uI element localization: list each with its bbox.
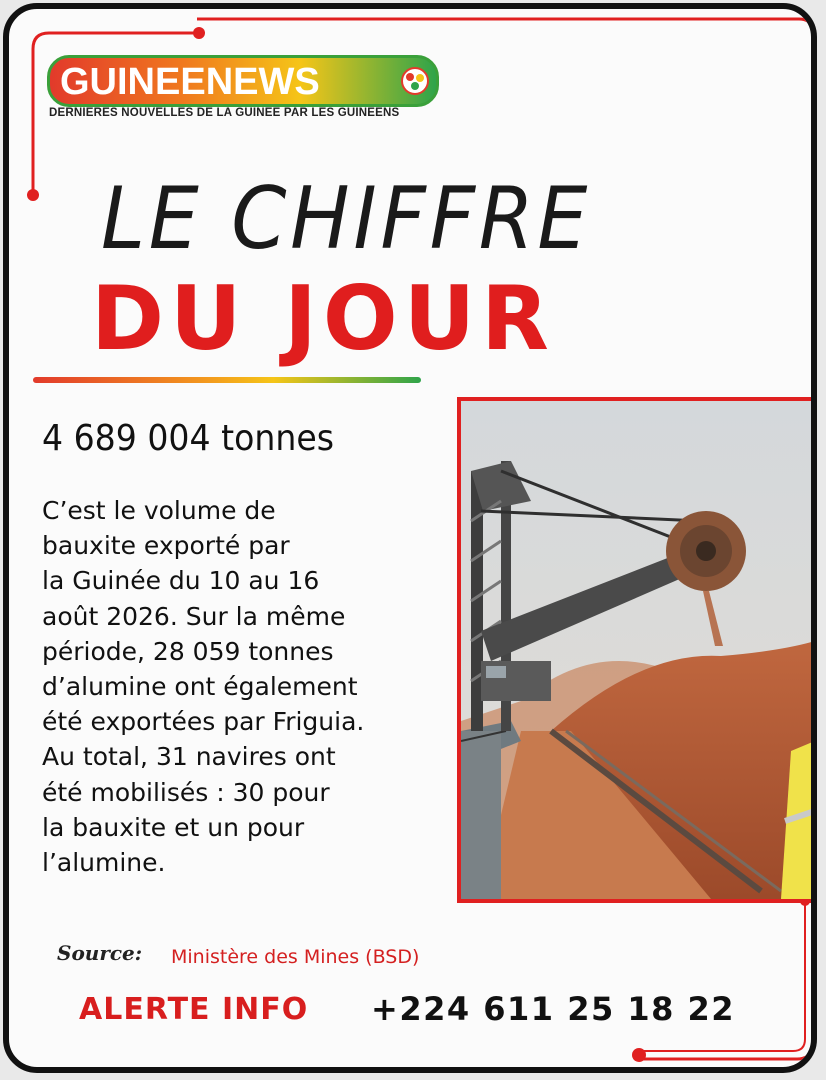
source-label: Source: [57, 941, 143, 965]
alert-info-label: ALERTE INFO [79, 992, 309, 1027]
body-line: bauxite exporté par [42, 531, 290, 561]
body-line: d’alumine ont également [42, 672, 358, 702]
gradient-divider [33, 377, 421, 383]
body-line: la Guinée du 10 au 16 [42, 566, 320, 596]
guineenews-logo [47, 55, 439, 107]
body-paragraph [42, 493, 472, 880]
source-value: Ministère des Mines (BSD) [171, 946, 420, 968]
body-line: période, 28 059 tonnes [42, 636, 334, 666]
body-line: août 2026. Sur la même [42, 601, 346, 631]
logo-text: GUINEENEWS [60, 61, 320, 103]
brand-tagline: DERNIERES NOUVELLES DE LA GUINEE PAR LES GUINEENS [49, 107, 400, 119]
body-line: Au total, 31 navires ont [42, 742, 336, 772]
stacker-illustration [461, 401, 815, 899]
body-line: été exportées par Friguia. [42, 707, 365, 737]
headline-line2: DU JOUR [91, 267, 555, 370]
body-line: l’alumine. [42, 848, 166, 878]
phone-number: +224 611 25 18 22 [371, 990, 736, 1028]
key-figure: 4 689 004 tonnes [42, 418, 334, 459]
body-line: été mobilisés : 30 pour [42, 777, 330, 807]
globe-badge-icon [400, 66, 430, 96]
body-line: C’est le volume de [42, 496, 276, 525]
infographic-card [3, 3, 817, 1073]
bauxite-stacker-photo [457, 397, 817, 903]
headline-line1: LE CHIFFRE [101, 169, 592, 269]
body-line: la bauxite et un pour [42, 812, 305, 842]
